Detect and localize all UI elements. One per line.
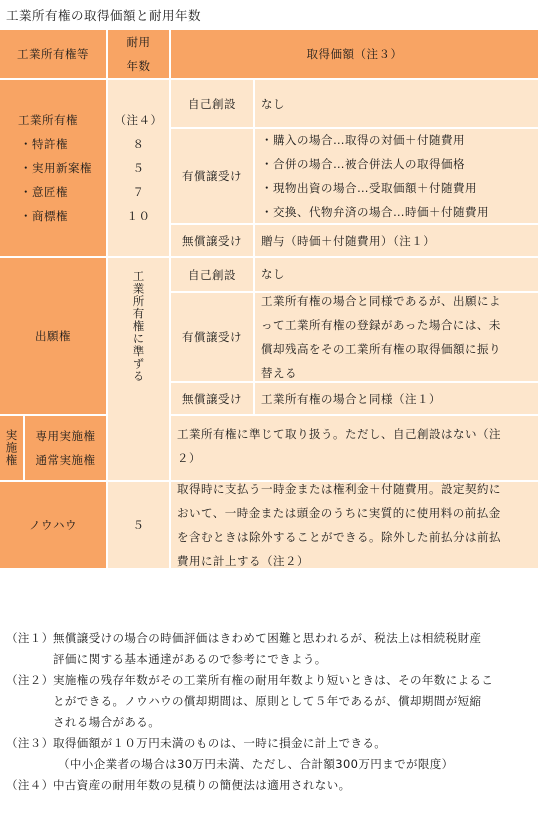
industrial-paid-value: [255, 129, 540, 225]
industrial-item-utility: ・実用新案権: [20, 161, 92, 175]
license-group-label: 実施権: [4, 429, 19, 467]
footnote-label: （注１）: [6, 631, 54, 645]
knowhow-name: ノウハウ: [0, 482, 108, 570]
footnote-text: [53, 628, 536, 670]
header-years-line1: 耐用: [126, 35, 151, 49]
license-items-cell: [25, 416, 108, 482]
industrial-years-cell: [108, 80, 171, 258]
footnote-line: される場合がある。: [53, 715, 161, 729]
license-group-cell: [0, 416, 25, 482]
application-paid-line-1: 工業所有権の場合と同様であるが、出願によ: [261, 294, 501, 308]
footnote: [6, 775, 536, 796]
application-years-vertical: 工業所有権に準ずる: [131, 270, 146, 383]
application-paid-value: [255, 293, 540, 383]
license-value-line-1: 工業所有権に準じて取り扱う。ただし、自己創設はない（注: [177, 427, 501, 441]
industrial-self-label: 自己創設: [171, 80, 255, 129]
industrial-paid-line-merger: ・合併の場合…被合併法人の取得価格: [261, 157, 465, 171]
industrial-paid-line-exchange: ・交換、代物弁済の場合…時価＋付随費用: [261, 205, 489, 219]
footnote-line: 評価に関する基本通達があるので参考にできよう。: [53, 652, 327, 666]
application-paid-line-3: 償却残高をその工業所有権の取得価額に振り: [261, 342, 501, 356]
license-value: [171, 416, 540, 482]
footnotes: [6, 628, 536, 796]
industrial-property-cell: [0, 80, 108, 258]
industrial-years-trademark: １０: [126, 209, 151, 223]
knowhow-value-line-2: おいて、一時金または頭金のうちに実質的に使用料の前払金: [177, 506, 501, 520]
industrial-paid-line-purchase: ・購入の場合…取得の対価＋付随費用: [261, 133, 465, 147]
license-item-nonexclusive: 通常実施権: [35, 453, 96, 467]
application-free-value: 工業所有権の場合と同様（注１）: [255, 383, 540, 416]
footnote: [6, 670, 536, 733]
industrial-free-value: 贈与（時価＋付随費用）（注１）: [255, 225, 540, 258]
header-acquisition-price: 取得価額（注３）: [171, 30, 540, 80]
industrial-item-patent: ・特許権: [20, 137, 68, 151]
application-self-value: なし: [255, 258, 540, 293]
footnote-text: [53, 670, 536, 733]
industrial-self-value: なし: [255, 80, 540, 129]
industrial-item-trademark: ・商標権: [20, 209, 68, 223]
footnote-label: （注２）: [6, 673, 54, 687]
page-title: 工業所有権の取得価額と耐用年数: [6, 8, 202, 23]
footnote-label: （注３）: [6, 736, 54, 750]
footnote-text: （中小企業者の場合は30万円未満、ただし、合計額300万円までが限度）: [58, 757, 454, 771]
header-years-line2: 年数: [126, 59, 151, 73]
acquisition-table: [0, 30, 540, 623]
header-rights: 工業所有権等: [0, 30, 108, 80]
knowhow-value-line-1: 取得時に支払う一時金または権利金＋付随費用。設定契約に: [177, 482, 501, 496]
industrial-item-design: ・意匠権: [20, 185, 68, 199]
application-right-name: 出願権: [0, 258, 108, 416]
footnote-text: 中古資産の耐用年数の見積りの簡便法は適用されない。: [53, 778, 351, 792]
knowhow-value: [171, 482, 540, 570]
application-free-label: 無償譲受け: [171, 383, 255, 416]
industrial-paid-line-contribution: ・現物出資の場合…受取価額＋付随費用: [261, 181, 477, 195]
application-paid-line-4: 替える: [261, 366, 297, 380]
application-paid-line-2: って工業所有権の登録があった場合には、未: [261, 318, 501, 332]
application-self-label: 自己創設: [171, 258, 255, 293]
industrial-paid-label: 有償譲受け: [171, 129, 255, 225]
footnote-label: （注４）: [6, 778, 54, 792]
footnote-line: とができる。ノウハウの償却期間は、原則として５年であるが、償却期間が短縮: [53, 694, 482, 708]
industrial-free-label: 無償譲受け: [171, 225, 255, 258]
footnote-subnote: [6, 754, 536, 775]
license-item-exclusive: 専用実施権: [35, 429, 96, 443]
footnote: [6, 733, 536, 754]
industrial-years-design: ７: [132, 185, 145, 199]
industrial-years-utility: ５: [132, 161, 145, 175]
industrial-years-note: （注４）: [114, 113, 163, 127]
footnote-line: 無償譲受けの場合の時価評価はきわめて困難と思われるが、税法上は相続税財産: [53, 631, 482, 645]
industrial-years-patent: ８: [132, 137, 145, 151]
application-years-cell: [108, 258, 171, 482]
application-paid-label: 有償譲受け: [171, 293, 255, 383]
industrial-property-name: 工業所有権: [18, 113, 78, 127]
footnote: [6, 628, 536, 670]
knowhow-value-line-4: 費用に計上する（注２）: [177, 554, 309, 568]
footnote-text: 取得価額が１０万円未満のものは、一時に損金に計上できる。: [53, 736, 387, 750]
knowhow-value-line-3: を含むときは除外することができる。除外した前払分は前払: [177, 530, 501, 544]
footnote-line: 実施権の残存年数がその工業所有権の耐用年数より短いときは、その年数によるこ: [53, 673, 494, 687]
license-value-line-2: ２）: [177, 451, 201, 465]
header-years: [108, 30, 171, 80]
knowhow-years: ５: [108, 482, 171, 570]
